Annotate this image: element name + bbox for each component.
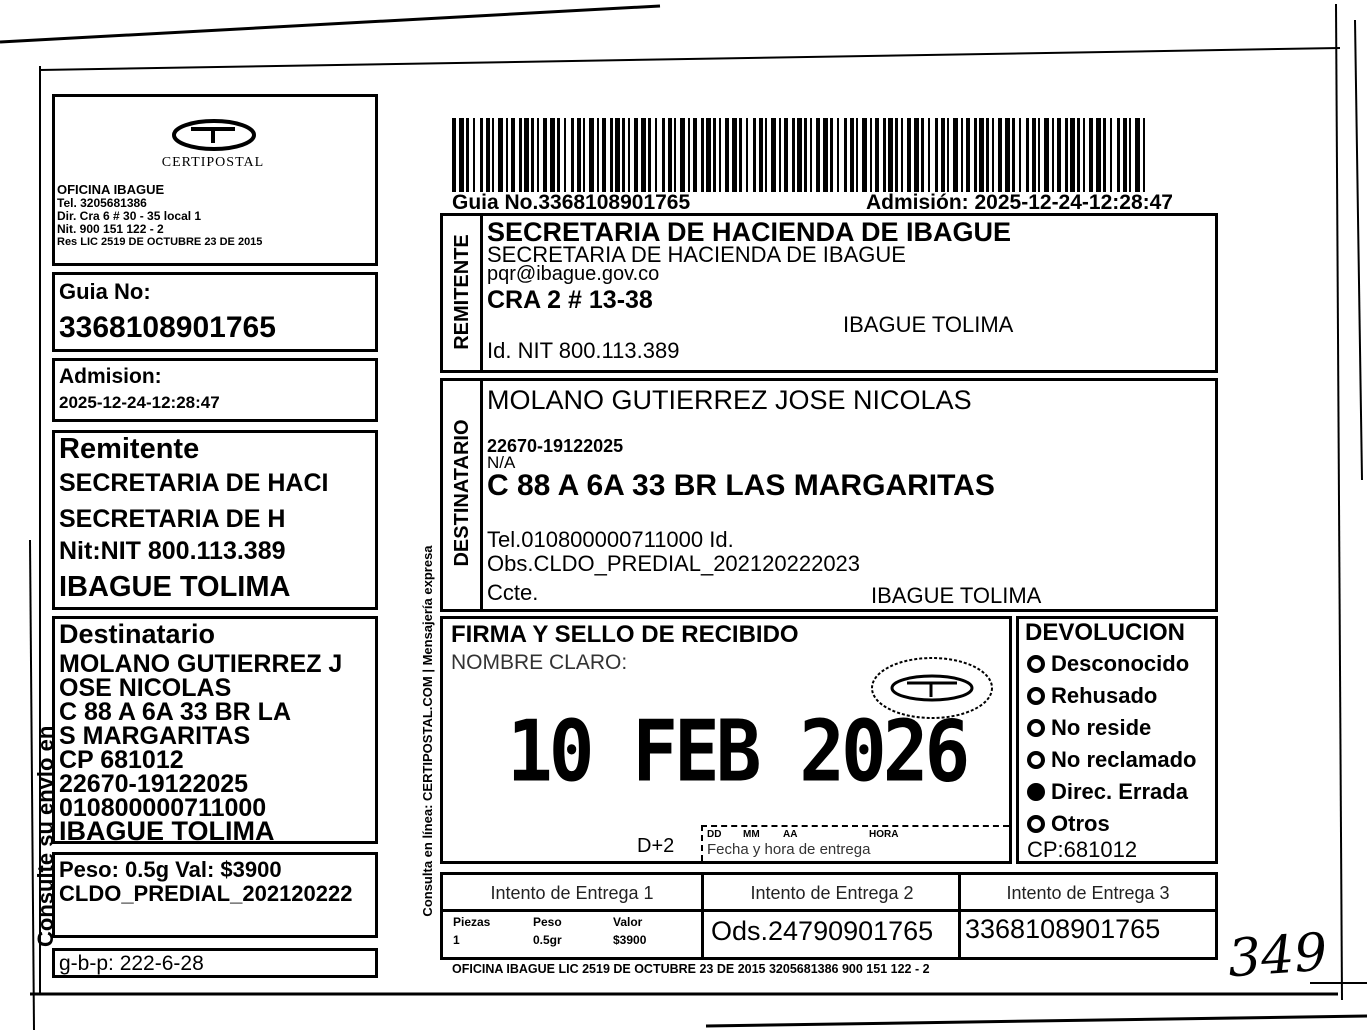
barcode-bar <box>610 118 613 192</box>
barcode-bar <box>537 118 539 192</box>
intentos-row <box>440 872 1218 912</box>
option-desconocido[interactable] <box>1027 649 1197 679</box>
barcode-bar <box>597 118 599 192</box>
footer-text: OFICINA IBAGUE LIC 2519 DE OCTUBRE 23 DE 2015 3205681386 900 151 122 - 2 <box>452 962 930 976</box>
gbp-text: g-b-p: 222-6-28 <box>59 952 204 975</box>
barcode-bar <box>966 118 970 192</box>
destinatario-tel: Tel.010800000711000 Id. <box>487 527 734 552</box>
radio-icon <box>1027 815 1045 833</box>
option-label: No reside <box>1051 715 1152 740</box>
barcode-bar <box>602 118 606 192</box>
divider <box>701 910 704 957</box>
destinatario-city: IBAGUE TOLIMA <box>59 816 275 844</box>
ods-number: Ods.24790901765 <box>711 916 934 946</box>
office-nit: Nit. 900 151 122 - 2 <box>57 222 164 236</box>
guia-number: 3368108901765 <box>59 311 276 344</box>
barcode-bar <box>941 118 945 192</box>
remitente-label-cell <box>443 216 483 370</box>
remitente-line-2: SECRETARIA DE H <box>59 505 286 533</box>
remitente-title: Remitente <box>59 433 200 465</box>
intento-1: Intento de Entrega 1 <box>490 883 654 903</box>
date-stamp: 10 FEB 2026 <box>507 701 967 801</box>
barcode-bar <box>655 118 657 192</box>
barcode-bar <box>810 118 812 192</box>
intento-3: Intento de Entrega 3 <box>1006 883 1170 903</box>
barcode-bar <box>1143 118 1145 192</box>
barcode-bar <box>628 118 630 192</box>
barcode-bar <box>759 118 763 192</box>
destinatario-address: C 88 A 6A 33 BR LAS MARGARITAS <box>487 469 995 502</box>
destinatario-label: DESTINATARIO <box>451 419 473 567</box>
remitente-id: Id. NIT 800.113.389 <box>487 338 680 363</box>
barcode-bar <box>459 118 464 192</box>
barcode-bar <box>486 118 490 192</box>
barcode-bar <box>850 118 854 192</box>
office-box <box>52 94 378 266</box>
remitente-nit: Nit:NIT 800.113.389 <box>59 537 286 565</box>
office-name: OFICINA IBAGUE <box>57 182 165 197</box>
barcode-bar <box>986 118 989 192</box>
option-label: Direc. Errada <box>1051 779 1188 804</box>
barcode-bar <box>622 118 625 192</box>
barcode-bar <box>1077 118 1080 192</box>
barcode-bar <box>753 118 756 192</box>
peso-box-left <box>52 852 378 938</box>
destinatario-line-1: MOLANO GUTIERREZ J <box>59 650 343 678</box>
barcode-bar <box>862 118 867 192</box>
destinatario-ref: 22670-19122025 <box>59 770 249 798</box>
barcode-bar <box>979 118 984 192</box>
piezas-value: 1 <box>453 933 460 947</box>
barcode-bar <box>1089 118 1093 192</box>
destinatario-cp: CP 681012 <box>59 746 184 774</box>
peso-value: 0.5gr <box>533 933 562 947</box>
destinatario-city: IBAGUE TOLIMA <box>871 583 1042 608</box>
option-label: Otros <box>1051 811 1110 836</box>
barcode-bar <box>765 118 767 192</box>
admision-box-left <box>52 358 378 422</box>
barcode-bar <box>856 118 858 192</box>
barcode-bar <box>1117 118 1120 192</box>
devolucion-title: DEVOLUCION <box>1025 619 1186 646</box>
barcode-bar <box>732 118 737 192</box>
barcode-bar <box>921 118 924 192</box>
intento-2: Intento de Entrega 2 <box>750 883 914 903</box>
remitente-line-1: SECRETARIA DE HACI <box>59 469 329 497</box>
guia-box-left <box>52 272 378 352</box>
barcode-bar <box>498 118 503 192</box>
admision-value: 2025-12-24-12:28:47 <box>59 393 220 412</box>
barcode-bar <box>719 118 721 192</box>
destinatario-obs: Obs.CLDO_PREDIAL_202120222023 <box>487 551 861 576</box>
barcode-bar <box>725 118 729 192</box>
barcode-bar <box>641 118 646 192</box>
logo-text: CERTIPOSTAL <box>161 155 265 170</box>
barcode-bar <box>953 118 958 192</box>
barcode-bar <box>557 118 560 192</box>
valor-value: $3900 <box>613 933 647 947</box>
remitente-address: CRA 2 # 13-38 <box>487 286 653 314</box>
barcode-bar <box>1103 118 1106 192</box>
option-rehusado[interactable] <box>1027 681 1197 711</box>
admision-label: Admision: <box>59 365 162 388</box>
remitente-box <box>440 213 1218 373</box>
fecha-dd: DD <box>707 829 722 840</box>
gbp-box <box>52 948 378 978</box>
peso-header: Peso <box>533 915 562 929</box>
destinatario-box <box>440 378 1218 612</box>
piezas-header: Piezas <box>453 915 491 929</box>
barcode-bar <box>571 118 574 192</box>
barcode-bar <box>1129 118 1131 192</box>
barcode-bar <box>992 118 994 192</box>
barcode-bar <box>837 118 839 192</box>
devolucion-cp: CP:681012 <box>1027 837 1138 862</box>
fecha-mm: MM <box>743 829 760 840</box>
barcode-bar <box>519 118 522 192</box>
barcode-bar <box>473 118 475 192</box>
barcode-bar <box>1096 118 1101 192</box>
barcode-bar <box>935 118 938 192</box>
destinatario-line-2: OSE NICOLAS <box>59 674 232 702</box>
barcode-bar <box>784 118 788 192</box>
barcode-bar <box>583 118 585 192</box>
barcode <box>452 118 1150 192</box>
option-label: Desconocido <box>1051 651 1190 676</box>
barcode-bar <box>928 118 930 192</box>
barcode-bar <box>1070 118 1075 192</box>
destinatario-ccte: Ccte. <box>487 580 539 605</box>
barcode-bar <box>693 118 697 192</box>
barcode-bar <box>1052 118 1054 192</box>
barcode-bar <box>888 118 893 192</box>
barcode-bar <box>713 118 716 192</box>
barcode-bar <box>589 118 594 192</box>
nombre-claro-label: NOMBRE CLARO: <box>451 651 628 674</box>
radio-icon <box>1027 751 1045 769</box>
office-resolution: Res LIC 2519 DE OCTUBRE 23 DE 2015 <box>57 236 263 248</box>
barcode-bar <box>506 118 508 192</box>
radio-icon <box>1027 719 1045 737</box>
destinatario-line-3: C 88 A 6A 33 BR LA <box>59 698 292 726</box>
barcode-bar <box>688 118 690 192</box>
barcode-bar <box>531 118 534 192</box>
barcode-bar <box>844 118 847 192</box>
destinatario-box-left <box>52 616 378 844</box>
fecha-label: Fecha y hora de entrega <box>707 841 871 858</box>
barcode-bar <box>1005 118 1010 192</box>
barcode-bar <box>883 118 886 192</box>
destinatario-name: MOLANO GUTIERREZ JOSE NICOLAS <box>487 385 972 415</box>
barcode-bar <box>1032 118 1036 192</box>
remitente-label: REMITENTE <box>451 234 473 350</box>
barcode-bar <box>830 118 833 192</box>
barcode-bar <box>771 118 776 192</box>
barcode-bar <box>634 118 638 192</box>
barcode-bar <box>998 118 1002 192</box>
barcode-bar <box>466 118 469 192</box>
radio-checked-icon <box>1027 783 1045 801</box>
barcode-bar <box>543 118 547 192</box>
left-side-text: Consulte su envio en <box>33 725 58 947</box>
barcode-bar <box>648 118 651 192</box>
barcode-bar <box>947 118 949 192</box>
fecha-aa: AA <box>783 829 798 840</box>
admision-line: Admisión: 2025-12-24-12:28:47 <box>866 191 1173 214</box>
barcode-bar <box>1038 118 1040 192</box>
remitente-name: SECRETARIA DE HACIENDA DE IBAGUE <box>487 217 1012 247</box>
barcode-bar <box>907 118 911 192</box>
barcode-bar <box>875 118 879 192</box>
destinatario-phone: 010800000711000 <box>59 794 267 822</box>
barcode-bar <box>816 118 820 192</box>
barcode-bar <box>577 118 581 192</box>
radio-icon <box>1027 655 1045 673</box>
option-no-reside[interactable] <box>1027 713 1197 743</box>
barcode-bar <box>511 118 515 192</box>
barcode-bar <box>1110 118 1112 192</box>
barcode-bar <box>550 118 555 192</box>
barcode-bar <box>1026 118 1029 192</box>
barcode-bar <box>1123 118 1127 192</box>
barcode-bar <box>480 118 483 192</box>
guia-number-box: 3368108901765 <box>965 914 1161 944</box>
fecha-entrega-box <box>701 825 1009 861</box>
destinatario-title: Destinatario <box>59 619 216 649</box>
option-label: No reclamado <box>1051 747 1197 772</box>
barcode-bar <box>1065 118 1068 192</box>
barcode-bar <box>1044 118 1049 192</box>
radio-icon <box>1027 687 1045 705</box>
remitente-city: IBAGUE TOLIMA <box>843 312 1014 337</box>
barcode-bar <box>662 118 665 192</box>
devolucion-box <box>1016 616 1218 864</box>
barcode-bar <box>914 118 919 192</box>
destinatario-ref: 22670-19122025 <box>487 436 624 456</box>
peso-line: Peso: 0.5g Val: $3900 <box>59 857 282 882</box>
destinatario-line-4: S MARGARITAS <box>59 722 251 750</box>
barcode-bar <box>615 118 620 192</box>
barcode-bar <box>823 118 828 192</box>
office-phone: Tel. 3205681386 <box>57 196 147 210</box>
fecha-hora: HORA <box>869 829 899 840</box>
option-direc-errada[interactable] <box>1027 777 1197 807</box>
option-label: Rehusado <box>1051 683 1158 708</box>
barcode-bar <box>797 118 802 192</box>
certipostal-logo <box>169 115 259 155</box>
barcode-bar <box>1057 118 1061 192</box>
divider <box>958 910 961 957</box>
barcode-bar <box>680 118 685 192</box>
remitente-name-2: SECRETARIA DE HACIENDA DE IBAGUE <box>487 242 906 267</box>
remitente-box-left <box>52 430 378 610</box>
destinatario-label-cell <box>443 381 483 609</box>
barcode-bar <box>804 118 807 192</box>
barcode-bar <box>701 118 704 192</box>
valor-header: Valor <box>613 915 643 929</box>
barcode-bar <box>674 118 676 192</box>
guia-line: Guia No.3368108901765 <box>452 191 691 214</box>
option-no-reclamado[interactable] <box>1027 745 1197 775</box>
barcode-bar <box>746 118 748 192</box>
option-otros[interactable] <box>1027 809 1197 839</box>
handwritten-number: 349 <box>1226 922 1330 990</box>
barcode-bar <box>452 118 456 192</box>
barcode-bar <box>792 118 795 192</box>
main-side-text: Consulta en línea: CERTIPOSTAL.COM | Mensajería expresa <box>420 545 435 917</box>
barcode-bar <box>974 118 977 192</box>
barcode-bar <box>961 118 963 192</box>
barcode-bar <box>668 118 672 192</box>
barcode-bar <box>1135 118 1140 192</box>
remitente-email: pqr@ibague.gov.co <box>487 263 660 285</box>
barcode-bar <box>564 118 566 192</box>
office-address: Dir. Cra 6 # 30 - 35 local 1 <box>57 209 202 223</box>
barcode-bar <box>901 118 903 192</box>
firma-box <box>440 616 1012 864</box>
destinatario-na: N/A <box>487 453 516 472</box>
firma-title: FIRMA Y SELLO DE RECIBIDO <box>451 621 799 648</box>
barcode-bar <box>492 118 494 192</box>
obs-line: CLDO_PREDIAL_202120222 <box>59 881 353 906</box>
barcode-bar <box>739 118 742 192</box>
bottom-row <box>440 910 1218 960</box>
barcode-bar <box>1012 118 1015 192</box>
barcode-bar <box>779 118 781 192</box>
barcode-bar <box>1019 118 1021 192</box>
d-plus-label: D+2 <box>637 835 675 857</box>
remitente-city: IBAGUE TOLIMA <box>59 571 291 603</box>
barcode-bar <box>870 118 872 192</box>
devolucion-options <box>1027 649 1197 839</box>
guia-label: Guia No: <box>59 279 151 304</box>
barcode-bar <box>706 118 711 192</box>
barcode-bar <box>895 118 898 192</box>
barcode-bar <box>524 118 529 192</box>
barcode-bar <box>1083 118 1085 192</box>
